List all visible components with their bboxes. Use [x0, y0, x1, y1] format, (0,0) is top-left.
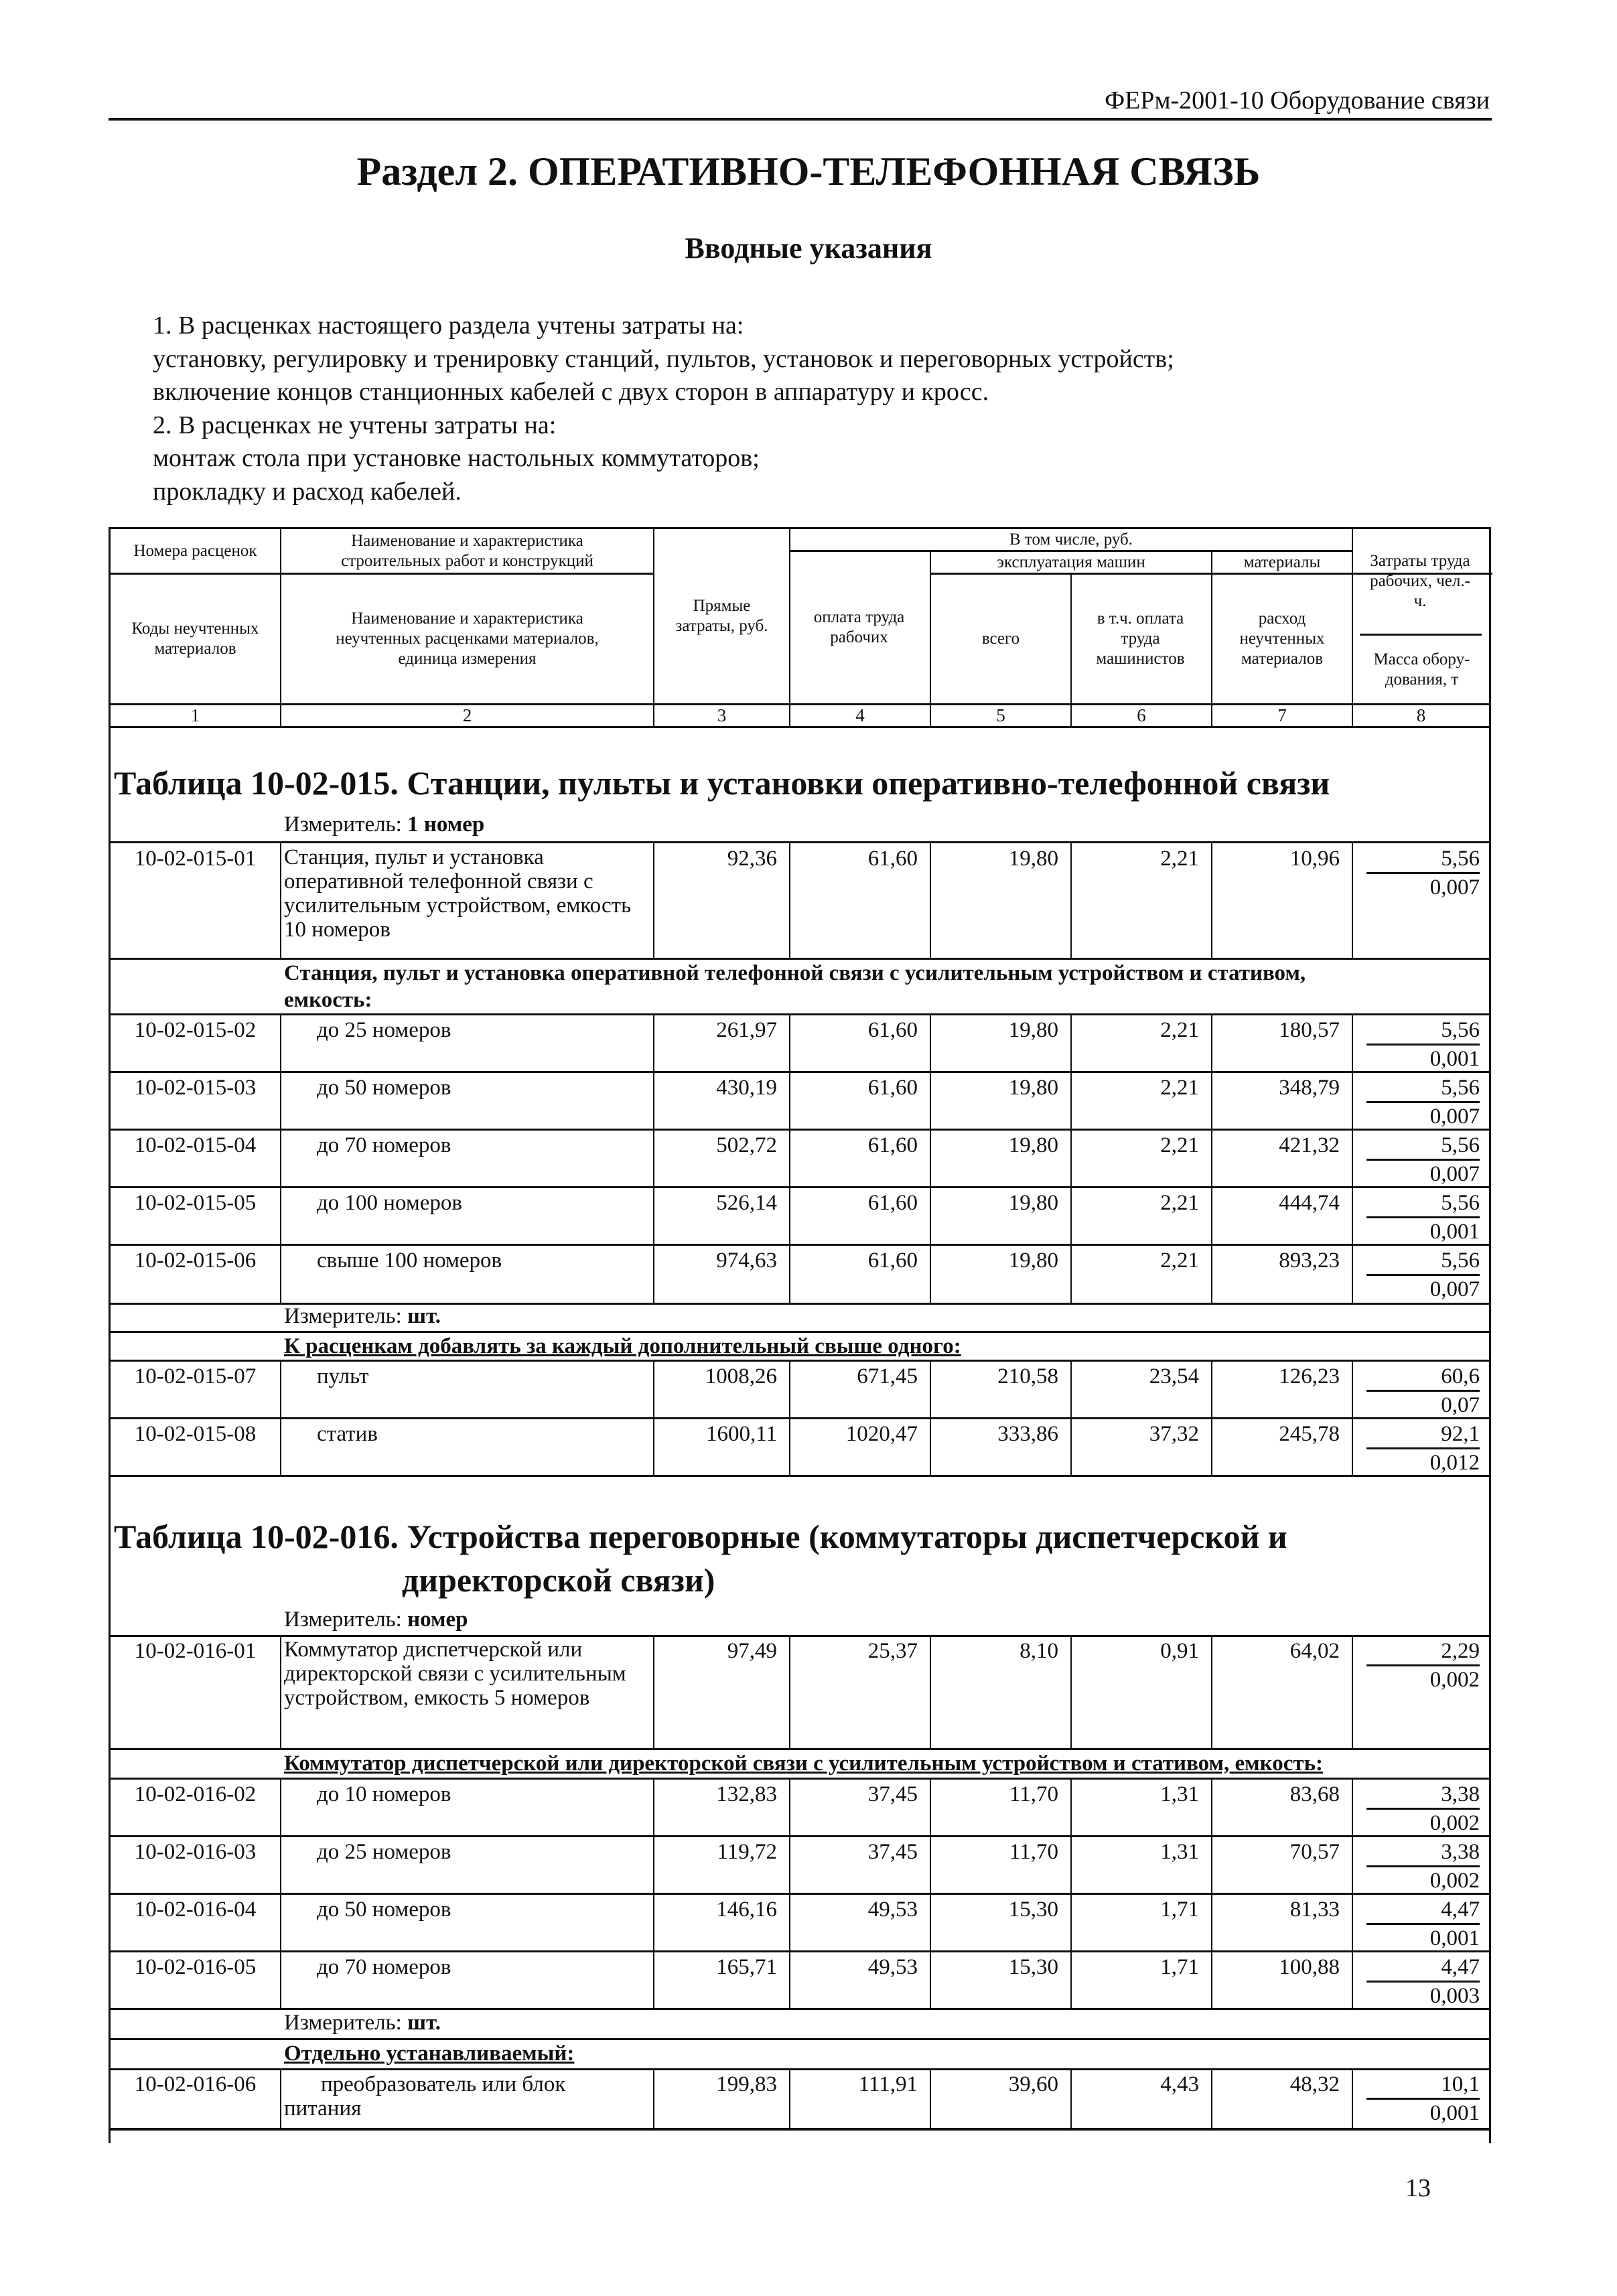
- group-header-line: емкость:: [284, 988, 372, 1012]
- rate-description: до 70 номеров: [317, 1133, 451, 1157]
- operators-wages: 23,54: [1149, 1364, 1199, 1388]
- header-direct-costs: Прямые затраты, руб.: [675, 597, 768, 635]
- header-labor-costs: Затраты труда рабочих, чел.-ч.: [1370, 552, 1470, 610]
- equipment-mass: 0,002: [1429, 1811, 1480, 1835]
- wages: 671,45: [857, 1364, 918, 1388]
- labor-mass: [1353, 1421, 1489, 1476]
- rate-code: 10-02-016-03: [134, 1840, 257, 1864]
- rate-code: 10-02-016-06: [134, 2072, 257, 2096]
- group-header: К расценкам добавлять за каждый дополнительный свыше одного:: [284, 1334, 961, 1358]
- col-number: 5: [996, 705, 1005, 725]
- operators-wages: 2,21: [1160, 1248, 1199, 1273]
- rate-code: 10-02-015-03: [134, 1076, 257, 1100]
- section-title: Раздел 2. ОПЕРАТИВНО-ТЕЛЕФОННАЯ СВЯЗЬ: [356, 149, 1261, 194]
- labor-mass: [1353, 2071, 1489, 2127]
- row-line: [109, 1013, 1491, 1015]
- materials: 421,32: [1279, 1133, 1340, 1157]
- col-line: [789, 527, 790, 728]
- materials: 10,96: [1289, 847, 1340, 871]
- labor-mass: [1353, 1363, 1489, 1419]
- header-unaccounted-materials: расход неучтенных материалов: [1239, 609, 1325, 668]
- labor-mass: [1353, 1132, 1489, 1188]
- wages: 61,60: [867, 1076, 918, 1100]
- table-015-measure-2: [284, 1304, 441, 1329]
- machines-total: 19,80: [1008, 1133, 1058, 1157]
- row-line: [109, 1778, 1491, 1780]
- table-015-measure: [284, 812, 484, 837]
- labor-costs: 5,56: [1366, 1074, 1480, 1103]
- col-line: [1211, 550, 1212, 728]
- labor-mass: [1353, 1190, 1489, 1245]
- equipment-mass: 0,002: [1429, 1668, 1480, 1692]
- rate-code: 10-02-015-05: [134, 1191, 257, 1215]
- intro-line: прокладку и расход кабелей.: [153, 477, 462, 506]
- materials: 245,78: [1279, 1422, 1340, 1446]
- col-line: [653, 527, 654, 728]
- row-line: [109, 1186, 1491, 1188]
- labor-costs: 4,47: [1366, 1954, 1480, 1983]
- wages: 49,53: [867, 1955, 918, 1979]
- machines-total: 333,86: [997, 1422, 1058, 1446]
- operators-wages: 2,21: [1160, 1018, 1199, 1042]
- col-number: 7: [1277, 705, 1287, 725]
- equipment-mass: 0,007: [1429, 1104, 1480, 1129]
- rate-description: пульт: [317, 1364, 369, 1388]
- wages: 61,60: [867, 1248, 918, 1273]
- labor-mass: [1353, 1638, 1489, 1693]
- wages: 61,60: [867, 1018, 918, 1042]
- direct-costs: 1600,11: [705, 1422, 777, 1446]
- direct-costs: 146,16: [716, 1897, 777, 1922]
- col-line: [280, 2068, 281, 2130]
- table-016-title-cont: директорской связи): [402, 1561, 715, 1599]
- row-line: [109, 1475, 1491, 1477]
- row-line: [109, 1950, 1491, 1952]
- machines-total: 8,10: [1020, 1639, 1058, 1663]
- header-material-codes: Коды неучтенных материалов: [131, 620, 259, 658]
- operators-wages: 0,91: [1160, 1639, 1199, 1663]
- labor-costs: 5,56: [1366, 1017, 1480, 1046]
- intro-title: Вводные указания: [685, 232, 932, 265]
- machines-total: 15,30: [1008, 1897, 1058, 1922]
- operators-wages: 1,31: [1160, 1782, 1199, 1806]
- row-line: [109, 2068, 1491, 2070]
- equipment-mass: 0,002: [1429, 1869, 1480, 1893]
- rate-description: Коммутатор диспетчерской или директорской связи с усилительным устройством, емкость 5 номеров: [284, 1638, 626, 1710]
- labor-costs: 5,56: [1366, 845, 1480, 874]
- machines-total: 11,70: [1009, 1840, 1058, 1864]
- equipment-mass: 0,012: [1429, 1451, 1480, 1475]
- header-machines-total: всего: [981, 630, 1020, 648]
- wages: 61,60: [867, 1191, 918, 1215]
- col-number: 2: [462, 705, 472, 725]
- col-line: [280, 841, 281, 960]
- machines-total: 19,80: [1008, 1018, 1058, 1042]
- rate-description: до 70 номеров: [317, 1955, 451, 1979]
- table-border-right: [1489, 527, 1491, 2143]
- wages: 37,45: [867, 1840, 918, 1864]
- labor-mass: [1353, 1954, 1489, 2009]
- header-including: В том числе, руб.: [1009, 530, 1133, 549]
- materials: 81,33: [1289, 1897, 1340, 1922]
- row-line: [109, 841, 1491, 843]
- equipment-mass: 0,001: [1429, 1047, 1480, 1071]
- rate-description: до 25 номеров: [317, 1018, 451, 1042]
- col-line: [280, 1635, 281, 1750]
- labor-costs: 92,1: [1366, 1421, 1480, 1449]
- col-line: [280, 1013, 281, 1305]
- table-015-title: Таблица 10-02-015. Станции, пульты и установки оперативно-телефонной связи: [114, 764, 1330, 802]
- group-header: [284, 960, 1306, 1013]
- operators-wages: 1,71: [1160, 1897, 1199, 1922]
- rate-code: 10-02-015-06: [134, 1248, 257, 1273]
- table-016-measure: [284, 1607, 468, 1632]
- direct-costs: 199,83: [716, 2072, 777, 2096]
- header-equipment-mass: Масса обору-дования, т: [1373, 650, 1470, 689]
- rate-description: свыше 100 номеров: [317, 1248, 502, 1273]
- labor-costs: 5,56: [1366, 1247, 1480, 1276]
- materials: 180,57: [1279, 1018, 1340, 1042]
- intro-text: [153, 309, 1174, 508]
- header-materials: материалы: [1243, 553, 1321, 571]
- wages: 111,91: [858, 2072, 918, 2096]
- rate-description: до 100 номеров: [317, 1191, 462, 1215]
- materials: 444,74: [1279, 1191, 1340, 1215]
- labor-mass: [1353, 1017, 1489, 1072]
- equipment-mass: 0,001: [1429, 2101, 1480, 2125]
- operators-wages: 2,21: [1160, 1076, 1199, 1100]
- row-line: [109, 2008, 1491, 2010]
- header-machines: эксплуатация машин: [997, 553, 1145, 571]
- rate-code: 10-02-016-05: [134, 1955, 257, 1979]
- header-operators-wages: в т.ч. оплата труда машинистов: [1096, 609, 1185, 668]
- row-line: [109, 1244, 1491, 1246]
- wages: 61,60: [867, 847, 918, 871]
- table-016-title: Таблица 10-02-016. Устройства переговорные (коммутаторы диспетчерской и: [114, 1518, 1287, 1555]
- labor-costs: 3,38: [1366, 1839, 1480, 1867]
- measure-label: Измеритель:: [284, 1304, 408, 1328]
- machines-total: 19,80: [1008, 1191, 1058, 1215]
- rate-description: до 50 номеров: [317, 1897, 451, 1922]
- labor-costs: 5,56: [1366, 1132, 1480, 1161]
- header-wages: оплата труда рабочих: [813, 608, 905, 646]
- materials: 64,02: [1289, 1639, 1340, 1663]
- direct-costs: 261,97: [716, 1018, 777, 1042]
- machines-total: 19,80: [1008, 1248, 1058, 1273]
- labor-mass: [1353, 1781, 1489, 1837]
- rate-description: до 50 номеров: [317, 1076, 451, 1100]
- header-material-name: Наименование и характеристика неучтенных расценками материалов, единица измерения: [336, 609, 599, 668]
- wages: 1020,47: [845, 1422, 918, 1446]
- labor-costs: 4,47: [1366, 1896, 1480, 1925]
- wages: 61,60: [867, 1133, 918, 1157]
- col-line: [280, 1360, 281, 1477]
- machines-total: 11,70: [1009, 1782, 1058, 1806]
- machines-total: 19,80: [1008, 1076, 1058, 1100]
- row-line: [109, 1417, 1491, 1419]
- operators-wages: 1,71: [1160, 1955, 1199, 1979]
- rate-description: Станция, пульт и установка оперативной телефонной связи с усилительным устройством, емкость 10 номеров: [284, 845, 632, 942]
- direct-costs: 165,71: [716, 1955, 777, 1979]
- direct-costs: 97,49: [727, 1639, 777, 1663]
- wages: 25,37: [867, 1639, 918, 1663]
- equipment-mass: 0,07: [1441, 1393, 1480, 1417]
- machines-total: 39,60: [1008, 2072, 1058, 2096]
- labor-costs: 60,6: [1366, 1363, 1480, 1392]
- rate-description-line: преобразователь или блок: [321, 2072, 566, 2096]
- materials: 70,57: [1289, 1840, 1340, 1864]
- machines-total: 19,80: [1008, 847, 1058, 871]
- rate-code: 10-02-015-04: [134, 1133, 257, 1157]
- labor-costs: 5,56: [1366, 1190, 1480, 1218]
- operators-wages: 4,43: [1160, 2072, 1199, 2096]
- materials: 48,32: [1289, 2072, 1340, 2096]
- operators-wages: 37,32: [1149, 1422, 1199, 1446]
- intro-line: монтаж стола при установке настольных коммутаторов;: [153, 444, 760, 472]
- measure-value: номер: [407, 1607, 468, 1632]
- group-header: Коммутатор диспетчерской или директорской связи с усилительным устройством и стативом, емкость:: [284, 1751, 1324, 1776]
- measure-label: Измеритель:: [284, 1607, 408, 1632]
- labor-costs: 10,1: [1366, 2071, 1480, 2100]
- wages: 49,53: [867, 1897, 918, 1922]
- header-rate-numbers: Номера расценок: [133, 541, 257, 560]
- col-line: [1352, 527, 1353, 728]
- labor-mass: [1353, 1896, 1489, 1952]
- rate-description: до 10 номеров: [317, 1782, 451, 1806]
- direct-costs: 526,14: [716, 1191, 777, 1215]
- col-line: [280, 527, 281, 728]
- col-number: 4: [855, 705, 865, 725]
- col-number: 6: [1137, 705, 1146, 725]
- labor-costs: 3,38: [1366, 1781, 1480, 1810]
- materials: 100,88: [1279, 1955, 1340, 1979]
- materials: 126,23: [1279, 1364, 1340, 1388]
- operators-wages: 2,21: [1160, 1191, 1199, 1215]
- table-016-measure-2: [284, 2011, 441, 2035]
- group-header: Отдельно устанавливаемый:: [284, 2041, 575, 2066]
- header-work-name: Наименование и характеристика строительных работ и конструкций: [341, 531, 593, 570]
- group-header-line: Станция, пульт и установка оперативной телефонной связи с усилительным устройством и стативом,: [284, 961, 1306, 985]
- operators-wages: 2,21: [1160, 1133, 1199, 1157]
- labor-mass: [1353, 845, 1489, 901]
- direct-costs: 974,63: [716, 1248, 777, 1273]
- row-line: [109, 1893, 1491, 1895]
- rate-code: 10-02-016-04: [134, 1897, 257, 1922]
- rate-code: 10-02-016-02: [134, 1782, 257, 1806]
- rate-code: 10-02-015-01: [134, 847, 257, 871]
- row-line: [109, 1129, 1491, 1131]
- col-number: 8: [1416, 705, 1426, 725]
- measure-value: шт.: [407, 1304, 441, 1328]
- row-line: [109, 1635, 1491, 1637]
- measure-label: Измеритель:: [284, 812, 408, 837]
- row-line: [109, 1071, 1491, 1073]
- intro-line: 2. В расценках не учтены затраты на:: [153, 411, 557, 439]
- equipment-mass: 0,003: [1429, 1984, 1480, 2008]
- direct-costs: 92,36: [727, 847, 777, 871]
- measure-value: шт.: [407, 2011, 441, 2035]
- measure-label: Измеритель:: [284, 2011, 408, 2035]
- direct-costs: 1008,26: [705, 1364, 777, 1388]
- rate-description: статив: [317, 1422, 378, 1446]
- rate-code: 10-02-016-01: [134, 1639, 257, 1663]
- equipment-mass: 0,001: [1429, 1220, 1480, 1244]
- col-number: 3: [717, 705, 727, 725]
- rate-code: 10-02-015-08: [134, 1422, 257, 1446]
- direct-costs: 132,83: [716, 1782, 777, 1806]
- header-divider: [109, 726, 1491, 728]
- machines-total: 15,30: [1008, 1955, 1058, 1979]
- running-header: ФЕРм-2001-10 Оборудование связи: [1105, 86, 1490, 115]
- intro-line: установку, регулировку и тренировку станций, пультов, установок и переговорных устройств;: [153, 344, 1174, 373]
- rate-code: 10-02-015-07: [134, 1364, 257, 1388]
- materials: 83,68: [1289, 1782, 1340, 1806]
- labor-costs: 2,29: [1366, 1638, 1480, 1666]
- machines-total: 210,58: [997, 1364, 1058, 1388]
- col-number: 1: [190, 705, 200, 725]
- labor-mass: [1353, 1839, 1489, 1894]
- measure-value: 1 номер: [407, 812, 485, 837]
- intro-line: включение концов станционных кабелей с двух сторон в аппаратуру и кросс.: [153, 378, 989, 406]
- equipment-mass: 0,007: [1429, 875, 1480, 900]
- rate-description: до 25 номеров: [317, 1840, 451, 1864]
- direct-costs: 430,19: [716, 1076, 777, 1100]
- row-line: [109, 1360, 1491, 1362]
- rate-description-line: питания: [284, 2096, 362, 2121]
- rate-code: 10-02-015-02: [134, 1018, 257, 1042]
- wages: 37,45: [867, 1782, 918, 1806]
- row-line: [109, 1835, 1491, 1837]
- operators-wages: 1,31: [1160, 1840, 1199, 1864]
- operators-wages: 2,21: [1160, 847, 1199, 871]
- equipment-mass: 0,007: [1429, 1162, 1480, 1186]
- table-border-bottom: [109, 2128, 1491, 2131]
- header-rule: [109, 118, 1492, 121]
- page-number: 13: [1405, 2174, 1431, 2202]
- col-line: [280, 1778, 281, 2010]
- direct-costs: 502,72: [716, 1133, 777, 1157]
- intro-line: 1. В расценках настоящего раздела учтены затраты на:: [153, 311, 744, 340]
- header-divider: [1360, 634, 1482, 636]
- materials: 893,23: [1279, 1248, 1340, 1273]
- equipment-mass: 0,001: [1429, 1926, 1480, 1950]
- equipment-mass: 0,007: [1429, 1277, 1480, 1301]
- rate-description: [284, 2072, 646, 2121]
- direct-costs: 119,72: [717, 1840, 777, 1864]
- materials: 348,79: [1279, 1076, 1340, 1100]
- labor-mass: [1353, 1074, 1489, 1130]
- labor-mass: [1353, 1247, 1489, 1303]
